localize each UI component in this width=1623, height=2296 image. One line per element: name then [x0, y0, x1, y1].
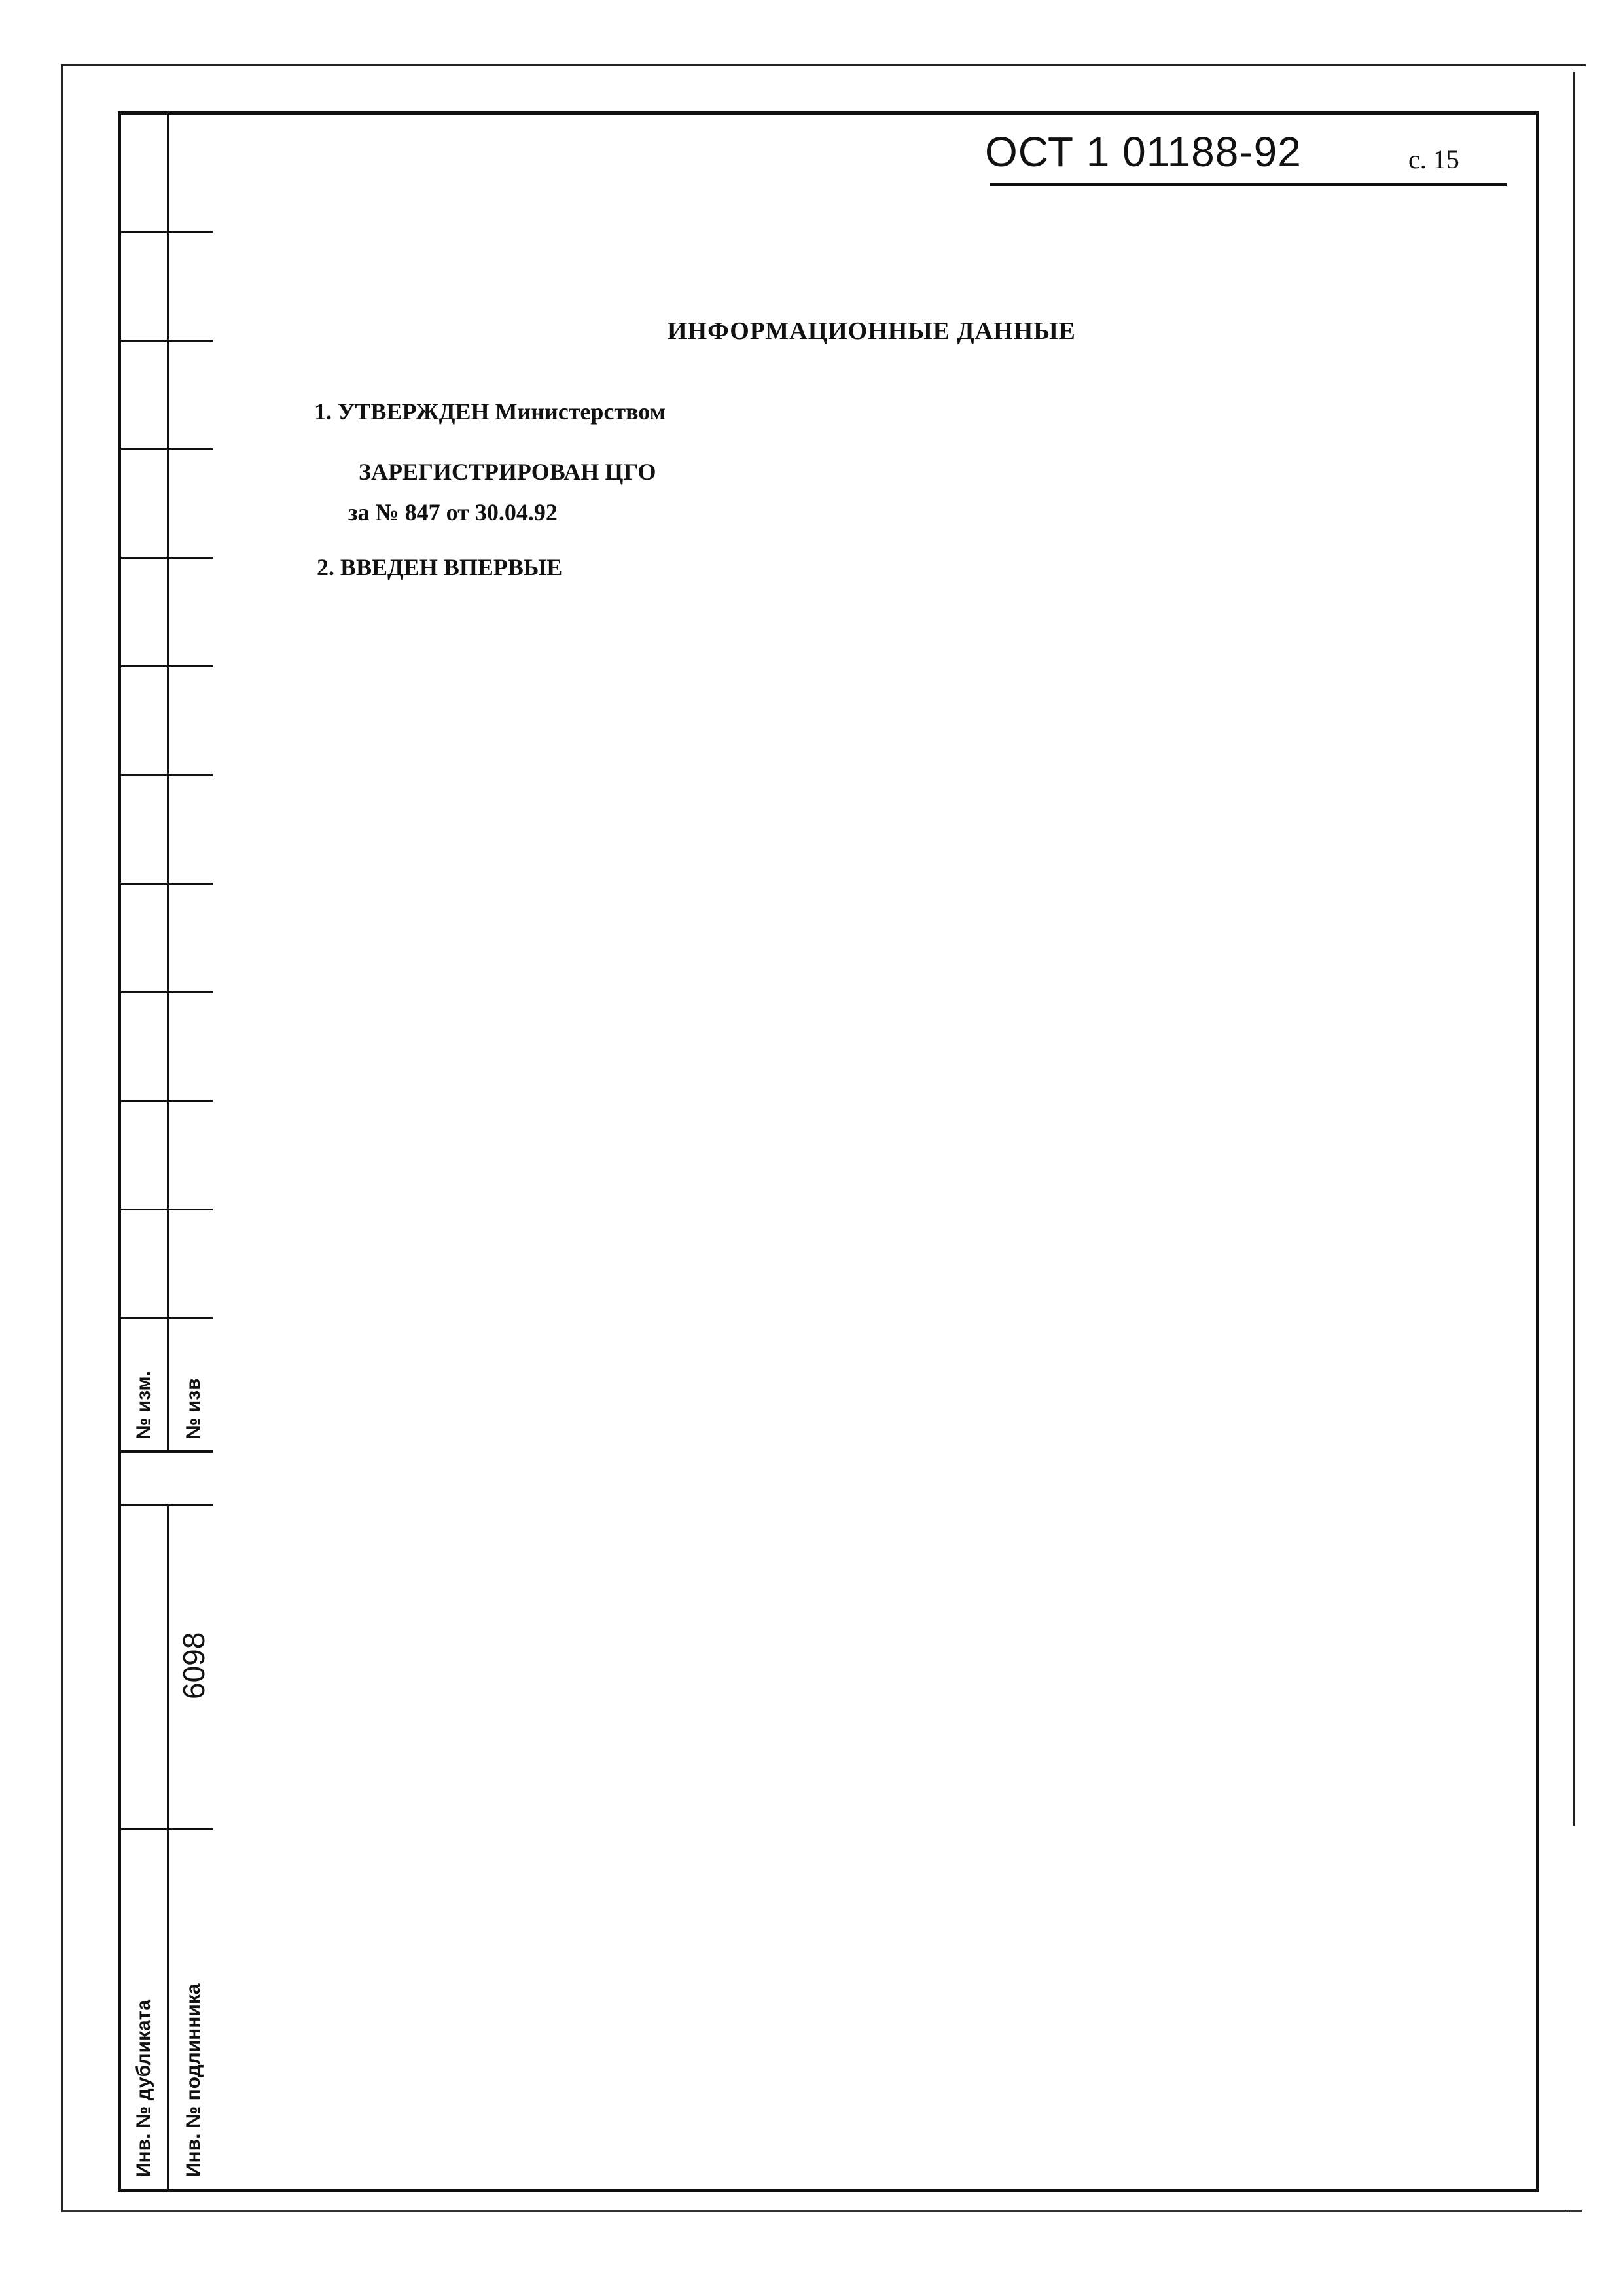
introduced-line: 2. ВВЕДЕН ВПЕРВЫЕ: [317, 554, 563, 580]
revision-row: [121, 1209, 213, 1210]
revision-row: [121, 231, 213, 233]
change-number-label: № изм.: [133, 1371, 154, 1439]
revision-table: [118, 111, 213, 1453]
duplicate-inventory-label: Инв. № дубликата: [133, 1999, 154, 2177]
revision-table-divider: [167, 111, 169, 1450]
revision-row: [121, 340, 213, 342]
document-title: ИНФОРМАЦИОННЫЕ ДАННЫЕ: [668, 317, 1076, 345]
inventory-row: [121, 1828, 213, 1830]
page-number: с. 15: [1408, 145, 1459, 174]
header-underline: [990, 183, 1507, 186]
registration-number-line: за № 847 от 30.04.92: [348, 499, 558, 525]
revision-row: [121, 774, 213, 776]
original-inventory-label: Инв. № подлинника: [183, 1983, 204, 2177]
revision-row: [121, 448, 213, 450]
revision-row: [121, 665, 213, 667]
revision-row: [121, 1100, 213, 1102]
notice-number-label: № изв: [183, 1378, 204, 1439]
revision-row: [121, 883, 213, 885]
revision-row: [121, 991, 213, 993]
registered-line: ЗАРЕГИСТРИРОВАН ЦГО: [359, 459, 656, 485]
document-number: ОСТ 1 01188-92: [985, 128, 1302, 175]
revision-row: [121, 557, 213, 559]
inventory-table: [118, 1504, 213, 2192]
approved-line: 1. УТВЕРЖДЕН Министерством: [314, 398, 666, 425]
revision-row: [121, 1317, 213, 1319]
inventory-table-divider: [167, 1506, 169, 2192]
original-inventory-number: 6098: [177, 1632, 211, 1699]
